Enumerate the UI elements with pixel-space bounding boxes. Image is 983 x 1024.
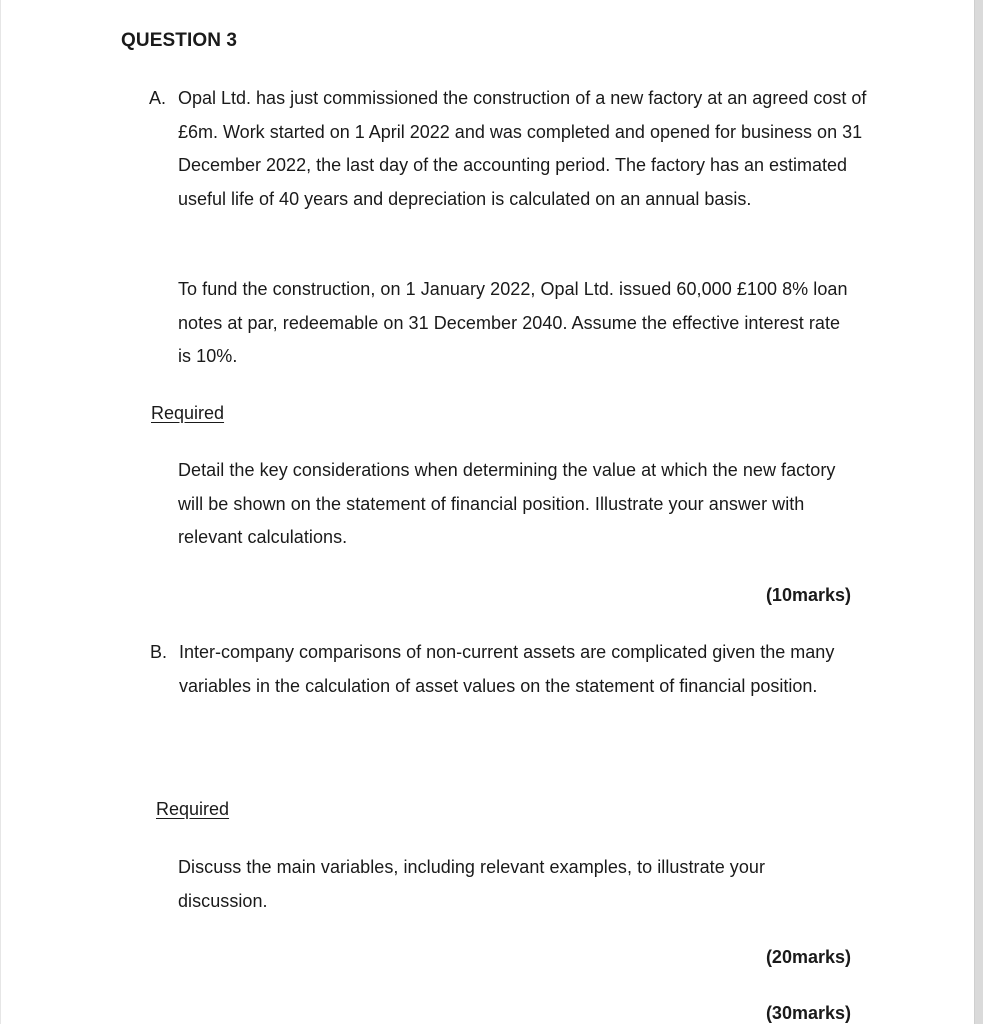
- part-b-item: [150, 636, 880, 703]
- part-a-item: [149, 82, 869, 217]
- part-a-funding-text: To fund the construction, on 1 January 2022, Opal Ltd. issued 60,000 £100 8% loan notes at par, redeemable on 31 December 2040. Assume the effective interest rate is 10%.: [178, 279, 848, 367]
- part-b-task-text: Discuss the main variables, including relevant examples, to illustrate your discussion.: [178, 857, 766, 911]
- part-a-task-text: Detail the key considerations when determining the value at which the new factory will be shown on the statement of financial position. Illustrate your answer with relevant calculations.: [178, 460, 836, 548]
- part-b-text: Inter-company comparisons of non-current assets are complicated given the many variables in the calculation of asset values on the statement of financial position.: [179, 642, 835, 696]
- part-a-marks: (10marks): [765, 585, 851, 605]
- question-heading: QUESTION 3: [121, 30, 238, 51]
- total-marks: (30marks): [765, 1003, 851, 1023]
- part-a-required-label: Required: [151, 403, 225, 423]
- page-edge: [974, 0, 983, 1024]
- part-a-text: Opal Ltd. has just commissioned the construction of a new factory at an agreed cost of £6m. Work started on 1 April 2022 and was completed and opened for business on 31 December 2022, the last day of the accounting period. The factory has an estimated useful life of 40 years and depreciation is calculated on an annual basis.: [178, 88, 867, 210]
- part-b-marker: B.: [150, 642, 168, 662]
- part-b-marks: (20marks): [765, 947, 851, 967]
- part-b-required-label: Required: [156, 799, 230, 819]
- part-a-marker: A.: [149, 88, 167, 108]
